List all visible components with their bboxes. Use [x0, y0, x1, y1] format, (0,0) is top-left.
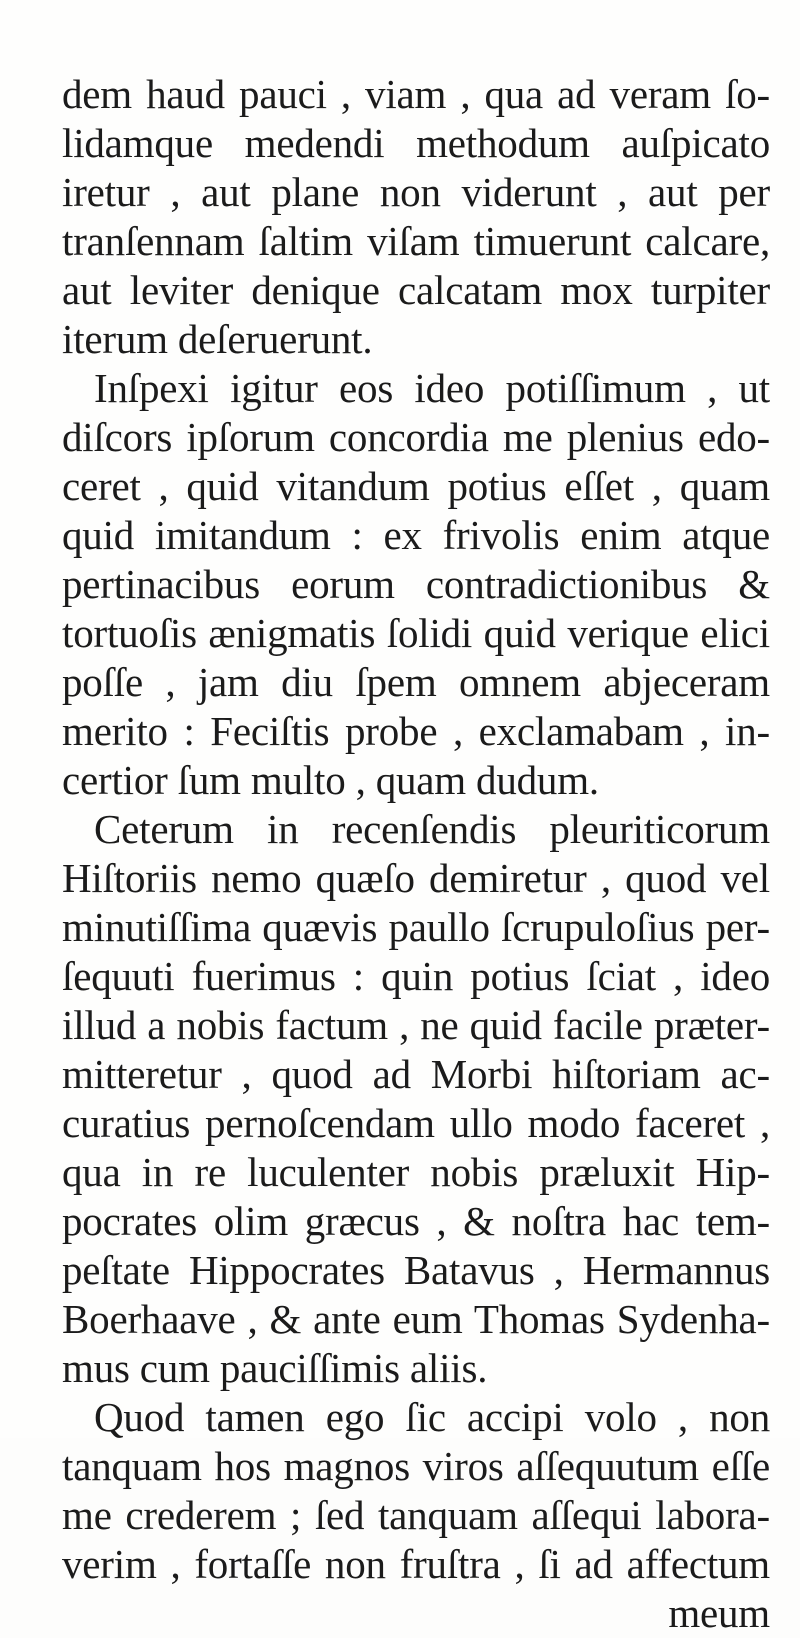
paragraph-first-line: Quod tamen ego ſic accipi volo , non	[94, 1394, 770, 1440]
catchword: meum	[668, 1590, 770, 1636]
text-line: tortuoſis ænigmatis ſolidi quid verique elici	[62, 610, 770, 656]
text-line: pertinacibus eorum contradictionibus &	[62, 561, 770, 607]
page-text	[62, 70, 770, 1638]
text-line: peſtate Hippocrates Batavus , Hermannus	[62, 1247, 770, 1293]
text-line: ceret , quid vitandum potius eſſet , quam	[62, 463, 770, 509]
text-line: me crederem ; ſed tanquam aſſequi labora-	[62, 1492, 770, 1538]
text-line: merito : Feciſtis probe , exclamabam , in-	[62, 708, 770, 754]
text-line: ſequuti fuerimus : quin potius ſciat , ideo	[62, 953, 770, 999]
text-line: certior ſum multo , quam dudum.	[62, 757, 599, 803]
text-line: iretur , aut plane non viderunt , aut per	[62, 169, 770, 215]
paragraph-first-line: Inſpexi igitur eos ideo potiſſimum , ut	[94, 365, 770, 411]
text-line: illud a nobis factum , ne quid facile præter-	[62, 1002, 770, 1048]
text-line: Boerhaave , & ante eum Thomas Sydenha-	[62, 1296, 770, 1342]
text-line: Hiſtoriis nemo quæſo demiretur , quod vel	[62, 855, 770, 901]
text-line: mitteretur , quod ad Morbi hiſtoriam ac-	[62, 1051, 770, 1097]
text-line: mus cum pauciſſimis aliis.	[62, 1345, 488, 1391]
text-line: minutiſſima quævis paullo ſcrupuloſius per-	[62, 904, 770, 950]
text-line: verim , fortaſſe non fruſtra , ſi ad affectum	[62, 1541, 770, 1587]
paragraph-first-line: Ceterum in recenſendis pleuriticorum	[94, 806, 770, 852]
text-line: pocrates olim græcus , & noſtra hac tem-	[62, 1198, 770, 1244]
text-line: iterum deſeruerunt.	[62, 316, 373, 362]
text-line: tranſennam ſaltim viſam timuerunt calcare,	[62, 218, 770, 264]
text-line: tanquam hos magnos viros aſſequutum eſſe	[62, 1443, 770, 1489]
text-line: lidamque medendi methodum auſpicato	[62, 120, 770, 166]
text-line: diſcors ipſorum concordia me plenius edo-	[62, 414, 770, 460]
text-line: qua in re luculenter nobis præluxit Hip-	[62, 1149, 770, 1195]
text-line: aut leviter denique calcatam mox turpiter	[62, 267, 770, 313]
text-line: quid imitandum : ex frivolis enim atque	[62, 512, 770, 558]
text-line: curatius pernoſcendam ullo modo faceret ,	[62, 1100, 770, 1146]
text-line: poſſe , jam diu ſpem omnem abjeceram	[62, 659, 770, 705]
text-line: dem haud pauci , viam , qua ad veram ſo-	[62, 71, 770, 117]
